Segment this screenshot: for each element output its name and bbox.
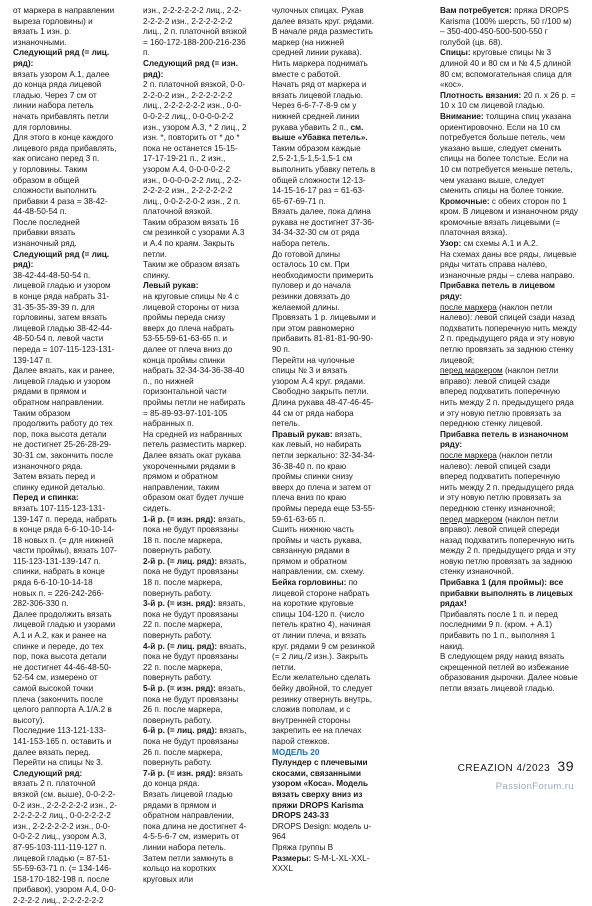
paragraph <box>143 642 247 684</box>
page-number: 39 <box>557 758 574 774</box>
paragraph-text: от маркера в направлении выреза горловины) и вязать 1 изн. р. изнаночными. <box>13 6 115 47</box>
paragraph <box>272 748 376 759</box>
paragraph <box>143 790 247 854</box>
paragraph <box>143 292 247 430</box>
paragraph-text: Затем петли замкнуть в кольцо на коротких круговых или <box>143 853 234 884</box>
paragraph-text: МОДЕЛЬ 20 <box>272 747 320 757</box>
paragraph-tail: S-M-L-XL-XXL-XXXL <box>272 853 370 874</box>
paragraph <box>13 218 117 250</box>
paragraph <box>143 515 247 557</box>
text-column-1 <box>13 6 117 905</box>
paragraph-text: после маркера <box>440 450 497 460</box>
paragraph <box>13 472 117 493</box>
paragraph-text: Внимание: <box>440 111 484 121</box>
paragraph-text: В начале ряда разместить маркер (на нижней средней линии рукава). Нить маркера поднимать вместе с работой. <box>272 27 373 79</box>
paragraph <box>272 578 376 673</box>
paragraph <box>440 366 578 430</box>
paragraph <box>143 726 247 768</box>
paragraph-text: Таким образом каждые 2,5-2-1,5-1,5-1,5-1 см выполнить убавку петель в общей сложности 12-13-14-15-16-17 раз = 61-63-65-67-69-71 п. <box>272 143 376 206</box>
paragraph-tail: см схемы А.1 и А.2. <box>461 239 538 249</box>
paragraph <box>143 260 247 281</box>
paragraph <box>13 769 117 780</box>
paragraph <box>440 197 578 239</box>
paragraph-tail: с обеих сторон по 1 кром. В лицевом и изнаночном ряду кромочные вязать лицевыми (= платочная вязка). <box>440 196 578 238</box>
paragraph-text: 6-й р. (= лиц. ряд): <box>143 726 218 736</box>
paragraph <box>440 48 578 90</box>
paragraph-text: Прибавка 1 (для проймы): все прибавки выполнять в лицевых рядах! <box>440 578 573 609</box>
paragraph-text: 2-й р. (= лиц. ряд): <box>143 556 218 566</box>
paragraph-text: Следующий ряд (= изн. ряд): <box>143 58 238 79</box>
paragraph-text: вязать узором А.1, далее до конца ряда лицевой гладью. Через 7 см от линии набора петель начать прибавлять петли для горловины. <box>13 69 110 132</box>
paragraph-text: Через 6-6-7-7-8-9 см у нижней средней линии рукава убавить 2 п., <box>272 101 360 132</box>
paragraph-text: 2 п. платочной вязкой, 0-0-2-2-0-2 изн., 2-2-2-2-2-2 лиц., 2-2-2-2-2-2 изн., 0-0-0-0-2-2 лиц., 0-0-0-0-2-2 изн., узором А.3, * 2 лиц., 2 изн. *, повторить от * до * пока не останется 15-15-17-17-19-21 п., 2 изн., узором А.4, 0-0-0-0-2-2 изн., 0-0-0-0-2-2 лиц., 2-2-2-2-2-2 изн., 2-2-2-2-2-2 лиц., 0-0-2-2-0-2 изн., 2 п. платочной вязкой. <box>143 80 247 217</box>
paragraph <box>13 165 117 218</box>
paragraph <box>440 250 578 282</box>
paragraph-text: Пряжа группы B <box>272 842 334 852</box>
paragraph-text: 7-й р. (= изн. ряд): <box>143 768 216 778</box>
paragraph <box>440 91 578 112</box>
paragraph <box>440 610 578 652</box>
paragraph-tail: (наклон петли налево): левой спицей сзади вперед подхватить поперечную нить между 2 п. предыдущего ряда и эту новую петлю провязать за переднюю стенку изнаночной; <box>440 450 574 513</box>
paragraph <box>13 758 117 769</box>
paragraph-tail: вязать, как левый, но набирать петли зеркально: 32-34-34-36-38-40 п. по краю проймы спинки снизу вверх до плеча и затем от плеча вниз по краю проймы переда еще 53-55-59-61-63-65 п. <box>272 429 376 524</box>
paragraph-tail: вязать, пока не будут провязаны 26 п. после маркера, повернуть работу. <box>143 726 247 768</box>
magazine-issue: CREAZION 4/2023 <box>457 763 551 774</box>
paragraph <box>272 843 376 854</box>
text-column-2 <box>143 6 247 884</box>
paragraph-tail: вязать, пока не будут провязаны 22 п. после маркера, повернуть работу. <box>143 641 247 683</box>
paragraph-text: Последние 113-121-133-141-153-165 п. оставить и далее вязать перед. <box>13 726 112 757</box>
paragraph <box>143 59 247 80</box>
paragraph-text: перед маркером <box>440 514 503 524</box>
paragraph-text: Таким образом вязать 16 см резинкой с узорами А.3 и А.4 по краям. Закрыть петли. <box>143 217 245 259</box>
paragraph-text: 38-42-44-48-50-54 п. лицевой гладью и узором в конце ряда набрать 31-31-35-35-39-39 п. для горловины, затем вязать лицевой гладью 38-42-44-48-50-54 п. левой части переда = 107-115-123-131-139-147 п. <box>13 270 115 365</box>
paragraph <box>13 409 117 473</box>
watermark: PassionForum.ru <box>495 781 574 792</box>
paragraph-text: 1-й р. (= изн. ряд): <box>143 514 216 524</box>
paragraph-tail: вязать, пока не будут провязаны 22 п. после маркера, повернуть работу. <box>143 599 246 641</box>
paragraph-text: DROPS 243-33 <box>272 811 329 821</box>
paragraph-text: Следующий ряд (= лиц. ряд): <box>13 48 110 68</box>
paragraph <box>272 811 376 822</box>
paragraph-tail: 20 п. х 26 р. = 10 х 10 см лицевой гладью. <box>440 90 576 111</box>
paragraph <box>13 70 117 134</box>
paragraph-text: Правый рукав: <box>272 429 333 439</box>
paragraph <box>272 758 376 811</box>
paragraph-text: Прибавлять после 1 п. и перед последними 9 п. (кром. + А.1) прибавить по 1 п., выполняя 1 накид. <box>440 609 558 651</box>
paragraph <box>272 313 376 355</box>
paragraph <box>143 451 247 515</box>
paragraph <box>143 6 247 59</box>
paragraph <box>440 652 578 694</box>
paragraph-text: Бейка горловины: <box>272 578 347 588</box>
paragraph <box>440 239 578 250</box>
paragraph <box>272 250 376 314</box>
paragraph-text: Далее продолжить вязать лицевой гладью и узорами А.1 и А.2, как и ранее на спинке и переде, до тех пор, пока высота детали не достигнет 44-46-48-50-52-54 см, измерено от самой высокой точки плеча (закончить после целого раппорта А.1/А.2 в высоту). <box>13 609 116 725</box>
paragraph-tail: вязать, пока не будут провязаны 18 п. после маркера, повернуть работу. <box>143 556 247 598</box>
paragraph <box>272 80 376 101</box>
paragraph <box>440 451 578 515</box>
paragraph-text: на круговые спицы № 4 с лицевой стороны от низа проймы переда снизу вверх до плеча набрать 53-55-59-61-63-65 п. и далее от плеча вниз до конца проймы спинки набрать 32-34-34-36-38-40 п., по нижней горизонтальной части проймы петли не набирать = 85-89-93-97-101-105 набранных п. <box>143 292 246 429</box>
paragraph-tail: вязать до конца ряда. <box>143 768 243 789</box>
paragraph-text: Перейти на спицы № 3. <box>13 758 103 768</box>
paragraph-text: Вязать далее, пока длина рукава не достигнет 37-36-34-34-32-30 см от ряда набора петель. <box>272 207 375 249</box>
paragraph-text: Для этого в конце каждого лицевого ряда прибавлять, как описано перед 3 п. <box>13 133 117 164</box>
paragraph <box>440 6 578 48</box>
paragraph <box>272 27 376 80</box>
paragraph-tail: (наклон петли вправо): левой спицей сзади вперед подхватить поперечную нить между 2 п. предыдущего ряда и эту новую петлю провязать за переднюю стенку лицевой. <box>440 366 574 429</box>
paragraph <box>13 250 117 271</box>
paragraph-text: у горловины. Таким образом в общей сложности выполнить прибавки 4 раза = 38-42-44-48-50-54 п. <box>13 164 108 217</box>
paragraph-tail: (наклон петли налево): левой спицей сзади назад подхватить поперечную нить между 2 п. предыдущего ряда и эту новую петлю провязать за заднюю стенку лицевой; <box>440 302 577 365</box>
paragraph <box>272 207 376 249</box>
paragraph <box>272 387 376 398</box>
paragraph-tail: вязать, пока не будут провязаны 18 п. после маркера, повернуть работу. <box>143 514 246 556</box>
paragraph <box>272 430 376 525</box>
paragraph <box>272 101 376 143</box>
paragraph-text: Размеры: <box>272 853 312 863</box>
text-column-3 <box>272 6 376 874</box>
paragraph-text: Следующий ряд (= лиц. ряд): <box>13 249 110 270</box>
paragraph-text: Узор: <box>440 239 462 249</box>
paragraph-text: Затем вязать перед и спинку единой деталью. <box>13 472 106 492</box>
paragraph <box>13 133 117 165</box>
paragraph-text: Далее вязать, как и ранее, лицевой гладью и узором рядами в прямом и обратном направлении. <box>13 366 115 407</box>
paragraph <box>143 854 247 886</box>
paragraph-text: Длина рукава 48-47-46-45-44 см от ряда набора петель. <box>272 397 374 429</box>
paragraph <box>13 726 117 758</box>
paragraph-text: Пулундер с плечевыми скосами, связанными узором «Коса». Модель вязать сверху вниз из пряжи DROPS Karisma <box>272 758 368 810</box>
paragraph-text: Начать ряд от маркера и вязать лицевой гладью. <box>272 80 367 100</box>
paragraph <box>272 854 376 875</box>
paragraph-text: 3-й р. (= изн. ряд): <box>143 599 216 609</box>
paragraph <box>143 599 247 641</box>
paragraph-text: Если желательно сделать бейку двойной, то следует резинку отвернуть внутрь, сложив пополам, и с внутренней стороны закрепить ее на плечах парой стежков. <box>272 673 373 746</box>
paragraph-text: Провязать 1 р. лицевыми и при этом равномерно прибавить 81-81-81-90-90-90 п. <box>272 313 376 354</box>
paragraph <box>13 779 117 906</box>
paragraph <box>143 684 247 726</box>
paragraph-text: Перейти на чулочные спицы № 3 и вязать узором А.4 круг. рядами. <box>272 355 366 386</box>
paragraph-text: Прибавка петель в лицевом ряду: <box>440 281 555 302</box>
text-column-4 <box>440 6 578 776</box>
paragraph <box>143 430 247 451</box>
paragraph-text: Таким образом продолжить работу до тех пор, пока высота детали не достигнет 25-26-28-29-30-31 см, закончить после изнаночного ряда. <box>13 408 114 471</box>
paragraph-text: Вам потребуется: <box>440 6 512 15</box>
paragraph-text: Следующий ряд: <box>13 768 83 778</box>
paragraph-text: Плотность вязания: <box>440 90 522 100</box>
paragraph <box>272 822 376 843</box>
paragraph <box>13 504 117 610</box>
paragraph <box>13 610 117 727</box>
paragraph <box>13 271 117 366</box>
paragraph <box>440 515 578 579</box>
paragraph-text: после маркера <box>440 302 497 312</box>
paragraph-text: Таким же образом вязать спинку. <box>143 260 240 280</box>
paragraph-text: изн., 2-2-2-2-2-2 лиц., 2-2-2-2-2-2 изн., 2-2-2-2-2-2 лиц., 2 п. платочной вязкой = 160-172-188-200-216-236 п. <box>143 6 247 58</box>
paragraph <box>13 6 117 48</box>
paragraph <box>272 398 376 430</box>
paragraph-text: После последней прибавки вязать изнаночный ряд. <box>13 217 80 249</box>
paragraph <box>272 525 376 578</box>
paragraph-text: Вязать лицевой гладью рядами в прямом и обратном направлении, пока длина не достигнет 4-4-5-5-6-7 см, измерить от линии набора петель. <box>143 789 247 852</box>
paragraph-text: перед маркером <box>440 366 503 376</box>
paragraph-text: До готовой длины осталось 10 см. При необходимости примерить пуловер и до начала резинки довязать до желаемой длины. <box>272 249 374 312</box>
paragraph-tail: по лицевой стороне набрать на короткие круговые спицы 104-120 п. (число петель кратно 4), начиная от линии плеча, и вязать круг. рядами 9 см резинкой (= 2 лиц./2 изн.). Закрыть петли. <box>272 578 375 672</box>
paragraph-tail: толщина спиц указана ориентировочно. Если на 10 см потребуется больше петель, чем указано выше, следует сменить спицы на более толстые. Если на 10 см потребуется меньше петель, чем указано выше, следует сменить спицы на более тонкие. <box>440 111 573 196</box>
paragraph-text: DROPS Design: модель u-964 <box>272 821 372 842</box>
paragraph-text: Прибавка петель в изнаночном ряду: <box>440 429 569 450</box>
paragraph <box>13 48 117 69</box>
paragraph <box>440 112 578 197</box>
paragraph <box>440 578 578 610</box>
paragraph-tail: пряжа DROPS Karisma (100% шерсть, 50 г/100 м) – 350-400-450-500-500-550 г голубой (цв. 68). <box>440 6 572 47</box>
paragraph-text: вязать 2 п. платочной вязкой (см. выше), 0-0-2-2-0-2 изн., 2-2-2-2-2-2 изн., 2-2-2-2-2-2 лиц., 0-0-2-2-2-2 изн., 2-2-2-2-2-2 изн., 0-0-0-0-2-2 лиц., узором А.3, 87-95-103-111-119-127 п. лицевой гладью (= 87-51-55-59-63-71 п. (= 134-146-158-170-182-198 п. после прибавок), узором А.4, 0-0-2-2-2-2 лиц., 2-2-2-2-2-2 <box>13 779 117 905</box>
paragraph-tail: (наклон петли вправо): левой спицей спереди назад подхватить поперечную нить между 2 п. предыдущего ряда и эту новую петлю провязать за заднюю стенку изнаночной. <box>440 514 576 577</box>
paragraph-text: 5-й р. (= изн. ряд): <box>143 684 216 693</box>
paragraph <box>13 493 117 504</box>
paragraph-text: На схемах даны все ряды, лицевые ряды читать справа налево, изнаночные ряды – слева направо. <box>440 249 577 280</box>
paragraph-text: чулочных спицах. Рукав далее вязать круг. рядами. <box>272 6 374 26</box>
paragraph-text: Левый рукав: <box>143 281 199 291</box>
paragraph-text: Далее вязать окат рукава укороченными рядами в прямом и обратном направлении, таким образом окат будет лучше сидеть. <box>143 450 244 513</box>
paragraph <box>13 366 117 408</box>
paragraph <box>143 281 247 292</box>
paragraph-text: Перед и спинка: <box>13 493 79 503</box>
paragraph <box>143 80 247 218</box>
paragraph-text: Спицы: <box>440 48 471 58</box>
paragraph <box>143 769 247 790</box>
paragraph-text: 4-й р. (= лиц. ряд): <box>143 641 218 651</box>
paragraph-text: В следующем ряду накид вязать скрещенной петлей во избежание образования дырочки. Далее новые петли вязать лицевой гладью. <box>440 652 578 693</box>
paragraph <box>143 557 247 599</box>
paragraph-text: Сшить нижнюю часть проймы и часть рукава, связанную рядами в прямом и обратном направлении, см. схему. <box>272 525 365 577</box>
paragraph <box>440 281 578 302</box>
paragraph-tail-bold: см. выше «Убавка петель». <box>272 122 368 143</box>
paragraph-tail: вязать, пока не будут провязаны 26 п. после маркера, повернуть работу. <box>143 684 246 725</box>
page-footer <box>458 758 574 774</box>
paragraph <box>272 356 376 388</box>
paragraph-text: На средней из набранных петель разместить маркер. <box>143 429 247 450</box>
paragraph <box>440 430 578 451</box>
paragraph-text: Кромочные: <box>440 196 490 206</box>
paragraph <box>440 303 578 367</box>
paragraph-tail: круговые спицы № 3 длиной 40 и 80 см и № 4,5 длиной 80 см; вспомогательная спица для «кос». <box>440 48 572 90</box>
paragraph <box>272 673 376 747</box>
paragraph <box>272 144 376 208</box>
paragraph <box>272 6 376 27</box>
paragraph-text: вязать 107-115-123-131-139-147 п. переда, набрать в конце ряда 6-6-10-10-14-18 новых п. (= для нижней части проймы), вязать 107-115-123-131-139-147 п. спинки, набрать в конце ряда 6-6-10-10-14-18 новых п. = 226-242-266-282-306-330 п. <box>13 503 117 609</box>
paragraph-text: Свободно закрыть петли. <box>272 387 369 397</box>
paragraph <box>143 218 247 260</box>
